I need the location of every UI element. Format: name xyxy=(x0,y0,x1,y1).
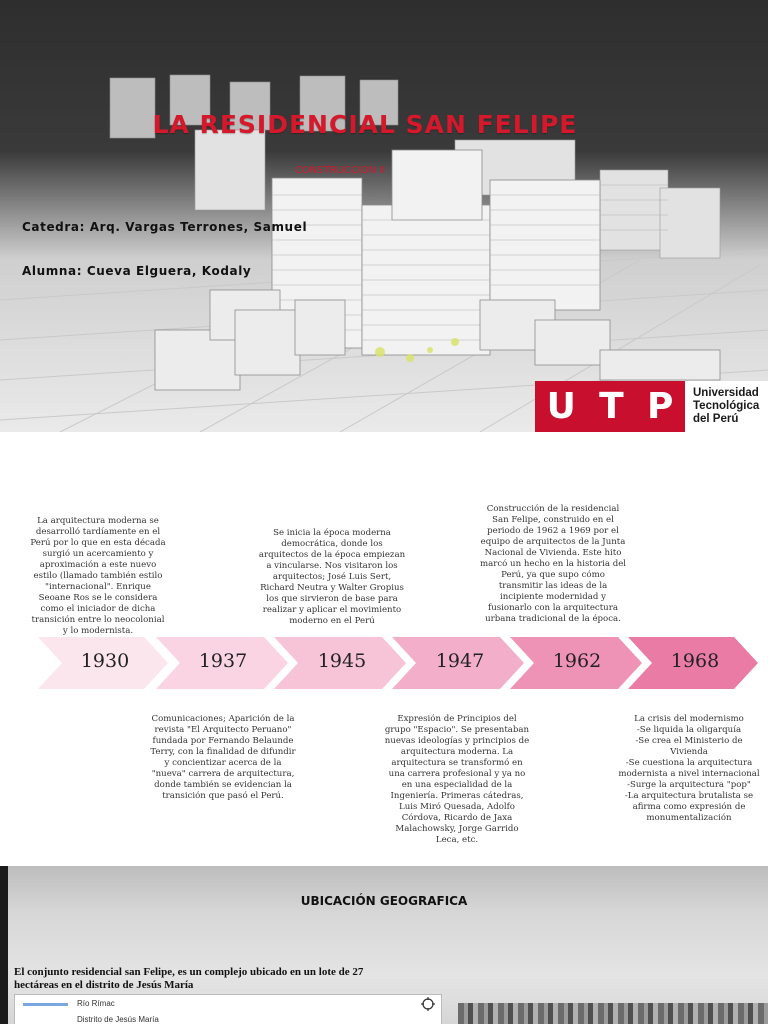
timeline-text-1962: Construcción de la residencial San Felipe, construido en el periodo de 1962 a 1969 por el equipo de arquitectos de la Junta Nacional de Vivienda. Este hito marcó un hecho en la historia del Perú, ya que supo cómo transmitir las ideas de la incipiente modernidad y fusionarlo con la arquitectura urbana tradicional de la época. xyxy=(479,504,627,624)
utp-letter-u: U xyxy=(546,386,576,427)
year-1945: 1945 xyxy=(317,650,367,672)
city-render-image xyxy=(0,0,768,432)
location-map[interactable] xyxy=(14,994,442,1024)
utp-name xyxy=(693,387,759,426)
aerial-photo xyxy=(458,1003,768,1024)
utp-name-line-2: Tecnológica xyxy=(693,400,760,412)
ubicacion-title: UBICACIÓN GEOGRAFICA xyxy=(300,894,468,908)
timeline-1968-line: -Surge la arquitectura "pop" xyxy=(627,780,751,790)
map-legend-district: Distrito de Jesús María xyxy=(77,1015,159,1024)
timeline-1968-line: La crisis del modernismo xyxy=(634,714,744,724)
timeline-1968-line: -Se liquida la oligarquía xyxy=(636,725,742,735)
year-1968: 1968 xyxy=(670,650,720,672)
catedra-line: Catedra: Arq. Vargas Terrones, Samuel xyxy=(22,220,308,234)
river-legend-line xyxy=(23,1003,68,1006)
utp-logo-mark xyxy=(535,381,685,432)
map-legend-river: Río Rímac xyxy=(77,999,115,1008)
timeline-1968-line: -Se crea el Ministerio de Vivienda xyxy=(635,736,743,757)
ubicacion-text: El conjunto residencial san Felipe, es un complejo ubicado en un lote de 27 hectáreas en el distrito de Jesús María xyxy=(14,966,364,991)
course-subtitle: CONSTRUCCION II xyxy=(294,165,386,176)
timeline-1968-line: -Se cuestiona la arquitectura modernista a nivel internacional xyxy=(618,758,760,779)
page-title: LA RESIDENCIAL SAN FELIPE xyxy=(152,110,578,139)
timeline-text-1947: Expresión de Principios del grupo "Espacio". Se presentaban nuevas ideologías y principios de arquitectura moderna. La arquitectura se transformó en una carrera profesional y ya no en una especialidad de la Ingeniería. Primeras cátedras, Luis Miró Quesada, Adolfo Córdova, Ricardo de Jaxa Malachowsky, Jorge Garrido Leca, etc. xyxy=(384,714,530,845)
utp-letter-p: P xyxy=(646,386,674,427)
timeline-text-1945: Se inicia la época moderna democrática, donde los arquitectos de la época empiezan a vincularse. Nos visitaron los arquitectos; José Luis Sert, Richard Neutra y Walter Gropius los que sirvieron de base para realizar y aplicar el movimiento moderno en el Perú xyxy=(258,528,406,626)
year-1962: 1962 xyxy=(552,650,602,672)
utp-logo xyxy=(535,381,768,432)
compass-icon xyxy=(421,997,435,1011)
utp-letter-t: T xyxy=(599,386,624,427)
timeline-text-1930: La arquitectura moderna se desarrolló tardíamente en el Perú por lo que en esta década surgió un acercamiento y aproximación a este nuevo estilo (llamado también estilo "internacional". Enrique Seoane Ros se le considera como el iniciador de dicha transición entre lo neocolonial y lo modernista. xyxy=(30,516,166,636)
alumna-line: Alumna: Cueva Elguera, Kodaly xyxy=(22,264,252,278)
timeline-text-1937: Comunicaciones; Aparición de la revista "El Arquitecto Peruano" fundada por Fernando Belaunde Terry, con la finalidad de difundir y concientizar acerca de la "nueva" carrera de arquitectura, donde también se evidencian la transición que pasó el Perú. xyxy=(150,714,296,801)
left-edge-bar xyxy=(0,866,8,1024)
year-1947: 1947 xyxy=(435,650,485,672)
ubicacion-section xyxy=(0,866,768,1024)
utp-name-line-3: del Perú xyxy=(693,413,739,425)
cover-hero xyxy=(0,0,768,432)
year-1930: 1930 xyxy=(80,650,130,672)
year-1937: 1937 xyxy=(198,650,248,672)
timeline-text-1968 xyxy=(616,714,762,824)
utp-name-line-1: Universidad xyxy=(693,387,759,399)
timeline-1968-line: -La arquitectura brutalista se afirma como expresión de monumentalización xyxy=(624,791,754,823)
